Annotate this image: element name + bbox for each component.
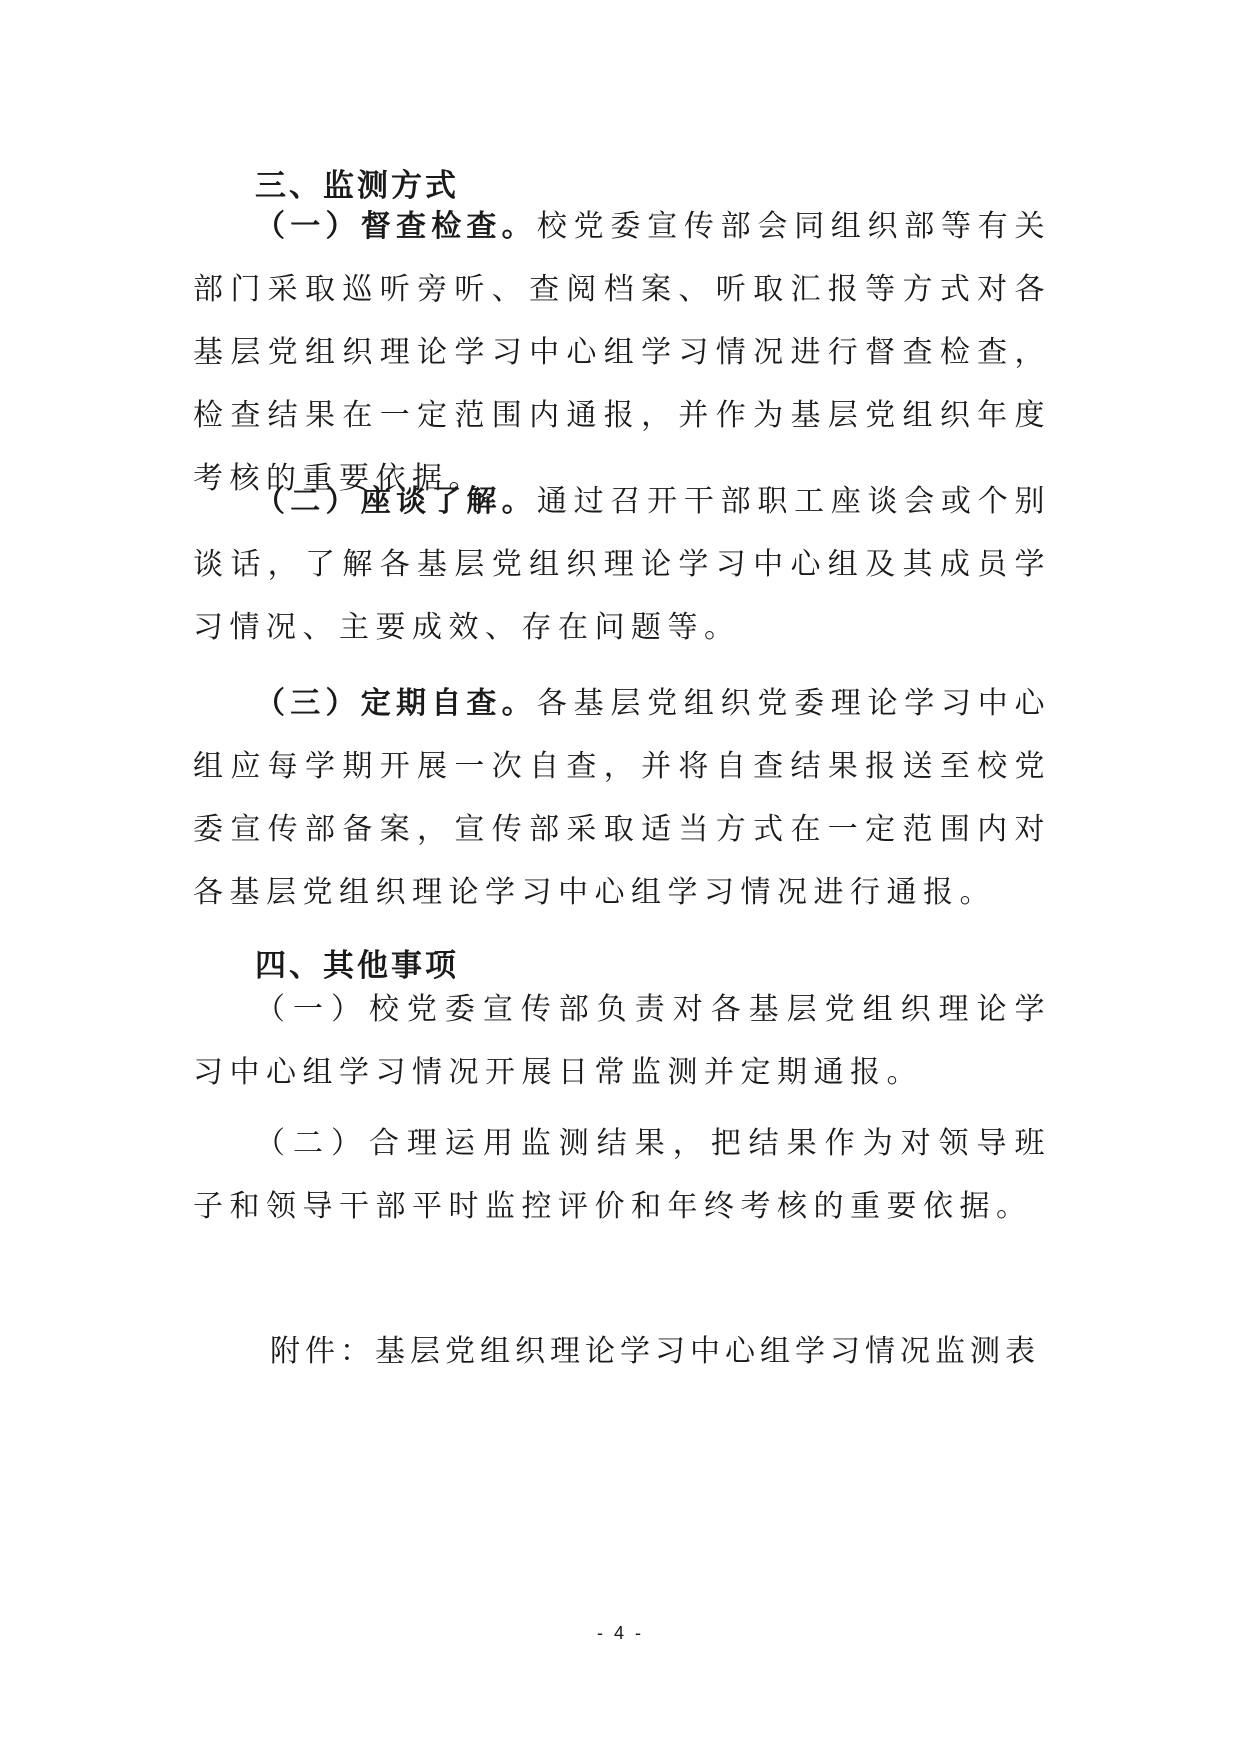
attachment-line: 附件：基层党组织理论学习中心组学习情况监测表 bbox=[270, 1334, 1040, 1369]
section-heading-other-matters: 四、其他事项 bbox=[255, 948, 459, 984]
paragraph-text: （一）校党委宣传部负责对各基层党组织理论学习中心组学习情况开展日常监测并定期通报。 bbox=[193, 992, 1051, 1090]
paragraph-discussion bbox=[193, 470, 1051, 659]
section-heading-monitoring-methods: 三、监测方式 bbox=[255, 168, 459, 204]
paragraph-lead: （一）督查检查。 bbox=[255, 209, 537, 244]
paragraph-inspection bbox=[193, 195, 1051, 510]
paragraph-use-results bbox=[193, 1112, 1051, 1238]
paragraph-text: 校党委宣传部会同组织部等有关部门采取巡听旁听、查阅档案、听取汇报等方式对各基层党组织理论学习中心组学习情况进行督查检查，检查结果在一定范围内通报，并作为基层党组织年度考核的重要依据。 bbox=[193, 209, 1052, 496]
paragraph-text: 各基层党组织党委理论学习中心组应每学期开展一次自查，并将自查结果报送至校党委宣传部备案，宣传部采取适当方式在一定范围内对各基层党组织理论学习中心组学习情况进行通报。 bbox=[193, 686, 1052, 910]
paragraph-lead: （三）定期自查。 bbox=[255, 686, 537, 721]
paragraph-self-check bbox=[193, 672, 1051, 924]
paragraph-daily-monitoring bbox=[193, 978, 1051, 1104]
paragraph-text: 通过召开干部职工座谈会或个别谈话，了解各基层党组织理论学习中心组及其成员学习情况、主要成效、存在问题等。 bbox=[193, 484, 1052, 645]
paragraph-lead: （二）座谈了解。 bbox=[255, 484, 537, 519]
paragraph-text: （二）合理运用监测结果，把结果作为对领导班子和领导干部平时监控评价和年终考核的重要依据。 bbox=[193, 1126, 1051, 1224]
page-number: - 4 - bbox=[596, 1623, 644, 1643]
